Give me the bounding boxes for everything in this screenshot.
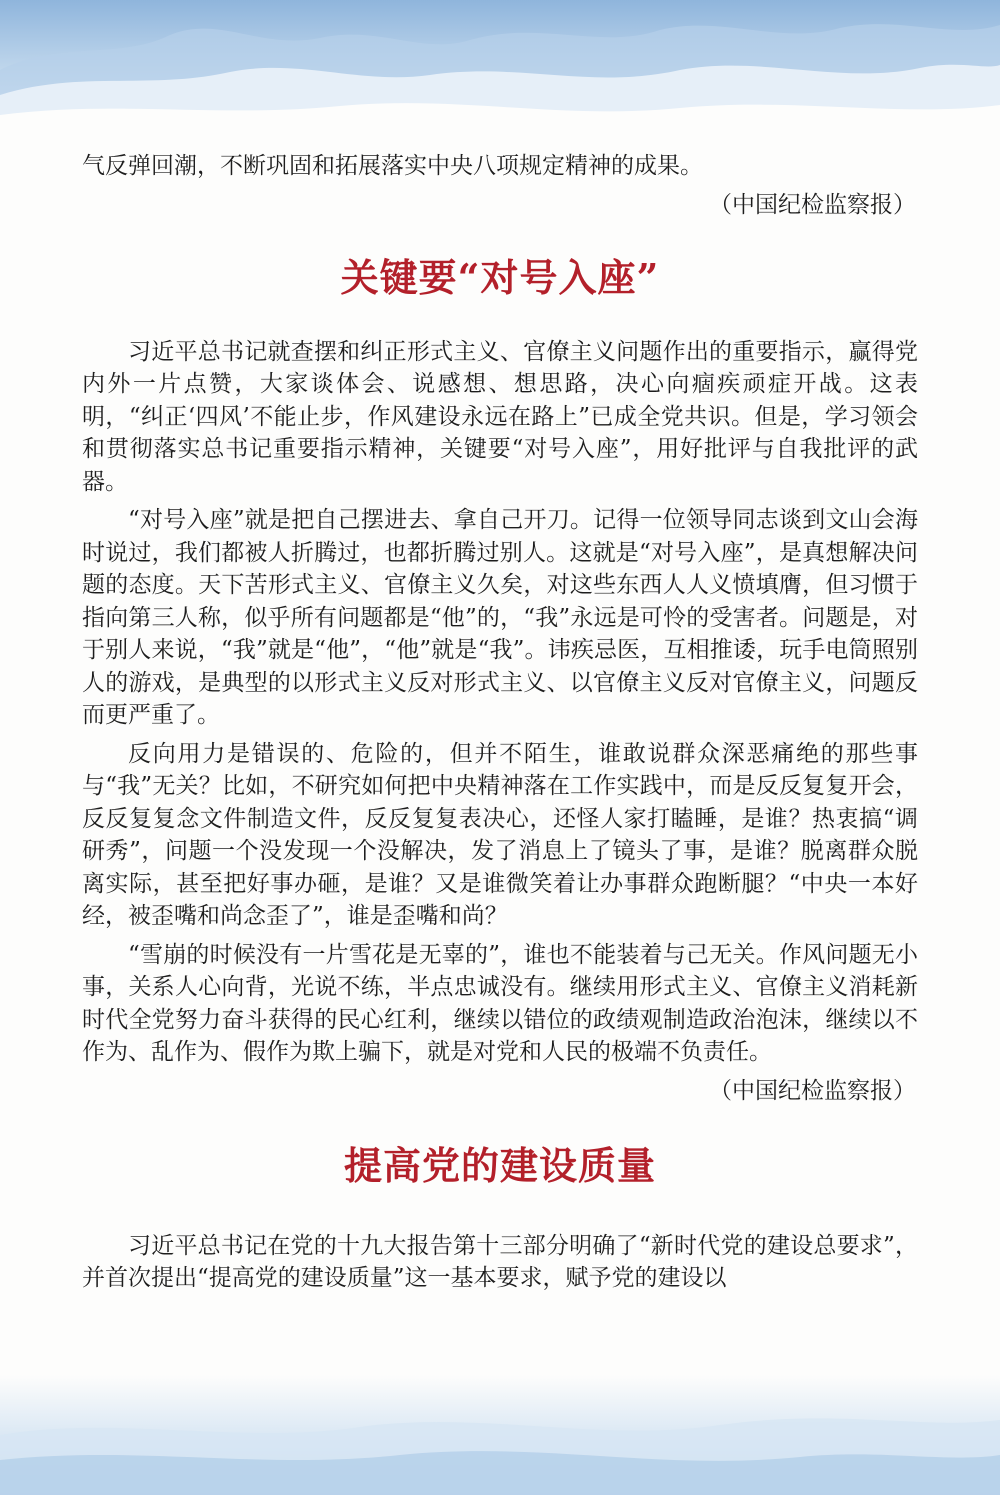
mountain-sky-illustration: [0, 0, 1000, 140]
top-decorative-band: [0, 0, 1000, 140]
article1-paragraph-2: “对号入座”就是把自己摆进去、拿自己开刀。记得一位领导同志谈到文山会海时说过，我们都被人折腾过，也都折腾过别人。这就是“对号入座”，是真想解决问题的态度。天下苦形式主义、官僚主义久矣，对这些东西人人义愤填膺，但习惯于指向第三人称，似乎所有问题都是“他”的，“我”永远是可怜的受害者。问题是，对于别人来说，“我”就是“他”，“他”就是“我”。讳疾忌医，互相推诿，玩手电筒照别人的游戏，是典型的以形式主义反对形式主义、以官僚主义反对官僚主义，问题反而更严重了。: [82, 507, 918, 728]
article1-paragraph-4: “雪崩的时候没有一片雪花是无辜的”，谁也不能装着与己无关。作风问题无小事，关系人心向背，光说不练，半点忠诚没有。继续用形式主义、官僚主义消耗新时代全党努力奋斗获得的民心红利，继续以错位的政绩观制造政治泡沫，继续以不作为、乱作为、假作为欺上骗下，就是对党和人民的极端不负责任。: [82, 941, 918, 1065]
page-content: [82, 150, 918, 1295]
bottom-decorative-band: [0, 1375, 1000, 1495]
article2-title: 提高党的建设质量: [343, 1142, 656, 1188]
article0-source: （中国纪检监察报）: [709, 191, 916, 218]
article1-source: （中国纪检监察报）: [709, 1077, 916, 1104]
article1-title: 关键要“对号入座”: [340, 254, 660, 300]
article1-paragraph-3: 反向用力是错误的、危险的，但并不陌生，谁敢说群众深恶痛绝的那些事与“我”无关？比如，不研究如何把中央精神落在工作实践中，而是反反复复开会，反反复复念文件制造文件，反反复复表决心，还怪人家打瞌睡，是谁？热衷搞“调研秀”，问题一个没发现一个没解决，发了消息上了镜头了事，是谁？脱离群众脱离实际，甚至把好事办砸，是谁？又是谁微笑着让办事群众跑断腿？“中央一本好经，被歪嘴和尚念歪了”，谁是歪嘴和尚？: [82, 740, 918, 929]
article0-tail-paragraph: 气反弹回潮，不断巩固和拓展落实中央八项规定精神的成果。: [82, 153, 703, 179]
article2-paragraph-1: 习近平总书记在党的十九大报告第十三部分明确了“新时代党的建设总要求”，并首次提出“提高党的建设质量”这一基本要求，赋予党的建设以: [82, 1232, 918, 1291]
wave-illustration: [0, 1375, 1000, 1495]
article1-paragraph-1: 习近平总书记就查摆和纠正形式主义、官僚主义问题作出的重要指示，赢得党内外一片点赞，大家谈体会、说感想、想思路，决心向痼疾顽症开战。这表明，“纠正‘四风’不能止步，作风建设永远在路上”已成全党共识。但是，学习领会和贯彻落实总书记重要指示精神，关键要“对号入座”，用好批评与自我批评的武器。: [82, 338, 918, 495]
